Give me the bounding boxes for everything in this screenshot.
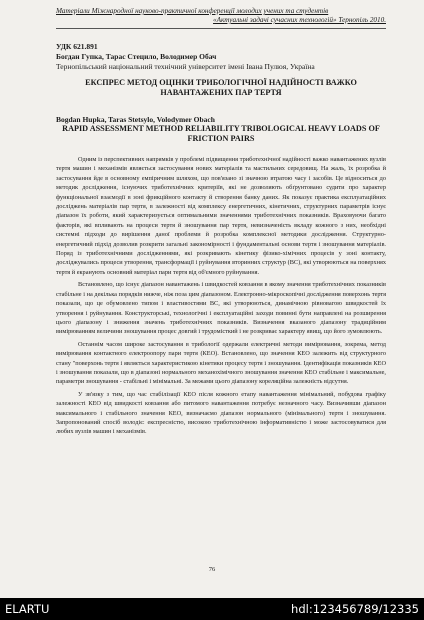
header-line-2: «Актуальні задачі сучасних технологій» Тернопіль 2010. xyxy=(213,16,386,24)
body-paragraph: Одним із перспективних напрямків у проблемі підвищення триботехнічної надійності важко навантажених вузлів тертя машин і механізмів являється застосування нових матеріалів та мастильних середовищ. На жаль, їх розробка й застосування йде в основному емпіричним шляхом, що пов'язано зі значною втратою часу і засобів. Це відноситься до методик дослідження, існуючих триботехнічних критеріїв, які не дозволяють обґрунтовано судити про характер функціональної взаємодії в зоні фрикційного контакту й створення банку даних. Як показує практика експлуатаційних досліджень матеріалів пар тертя, в залежності від комплексу енергетичних, кінетичних, структурних параметрів існує діапазон їх роботи, який характеризується оптимальними значеннями триботехнічних показників. Враховуючи багато факторів, які впливають на процеси тертя й зношування пар тертя, невизначеність вкладу кожного з них, необхідні системні підходи до вирішення даної проблеми й розробка комплексної методики дослідження. Структурно- енергетичний підхід дозволив розкрити загальні закономірності і фундаментальні основи тертя і зношування матеріалів. Поряд із триботехнічними дослідженнями, які розкривають кінетику фізико-хімічних процесів у зоні контакту, досліджувались процеси утворення, трансформації і руйнування вторинних структур (ВС), які утворюються на поверхнях тертя й екранують основний матеріал пари тертя від об'ємного руйнування. xyxy=(56,156,386,276)
title-ua: ЕКСПРЕС МЕТОД ОЦІНКИ ТРИБОЛОГІЧНОЇ НАДІЙНОСТІ ВАЖКО НАВАНТАЖЕНИХ ПАР ТЕРТЯ xyxy=(85,78,357,97)
body-paragraph: Встановлено, що існує діапазон навантажень і швидкостей ковзання в якому значення триботехнічних показників стабільне і на декілька порядків нижче, ніж поза цим діапазоном. Електронно-мікроскопічні дослідження поверхонь тертя показали, що це обумовлено типом і властивостями ВС, які утворюються, динамічною рівновагою швидкостей їх утворення і руйнування. Конструкторські, технологічні і експлуатаційні заходи повинні бути направлені на розширення цього діапазону і зниження значень триботехнічних показників. Визначення вказаного діапазону традиційним вимірюванням величини зношування процес довгий і трудомісткий і не розкриває характеру явищ, що його зумовлюють. xyxy=(56,281,386,336)
viewer-footer-bar xyxy=(0,598,424,620)
body-paragraph: Останнім часом широке застосування в трибології одержали електричні методи вимірювання, зокрема, метод вимірювання контактного електроопору пари тертя (КЕО). Встановлено, що значення КЕО залежить від структурного стану "поверхонь тертя і являється характеристикою кінетики процесу тертя і зношування. Ідентифікація показників КЕО і зношування показали, що в діапазоні нормального механохімічного зношування значення КЕО стабільне і максимальне, параметри зношування - стабільні і мінімальні. За межами цього діапазону кореляційна залежність відсутня. xyxy=(56,340,386,386)
page-number: 76 xyxy=(208,566,216,573)
article-body xyxy=(56,155,386,440)
affiliation: Тернопільський національний технічний університет імені Івана Пулюя, Україна xyxy=(56,62,315,71)
running-header xyxy=(56,7,386,25)
body-paragraph: У зв'язку з тим, що час стабілізації КЕО після кожного етапу навантаження мінімальний, побудова графіку залежності КЕО від швидкості ковзання або питомого навантаження потребує незначного часу. Визначивши діапазон максимального і стабільного значення КЕО, визначаємо діапазон нормального (мінімального) тертя і зношування. Запропонований спосіб володіє: експресністю, високою триботехнічною інформативністю і може застосовуватися для любих вузлів машин і механізмів. xyxy=(56,390,386,436)
header-line-1: Матеріали Міжнародної науково-практичної конференції молодих учених та студентів xyxy=(56,7,329,15)
article-meta xyxy=(56,42,386,72)
title-en: RAPID ASSESSMENT METHOD RELIABILITY TRIBOLOGICAL HEAVY LOADS OF FRICTION PAIRS xyxy=(62,124,380,143)
authors-en: Bogdan Hupka, Taras Stetsylo, Volodymer Obach xyxy=(56,115,215,124)
handle-identifier: hdl:123456789/12335 xyxy=(291,602,419,616)
udc-code: УДК 621.891 xyxy=(56,42,98,51)
repository-label: ELARTU xyxy=(5,602,50,616)
header-rule xyxy=(56,28,386,29)
authors-ua: Богдан Гупка, Тарас Стецило, Володимер Обач xyxy=(56,52,217,61)
